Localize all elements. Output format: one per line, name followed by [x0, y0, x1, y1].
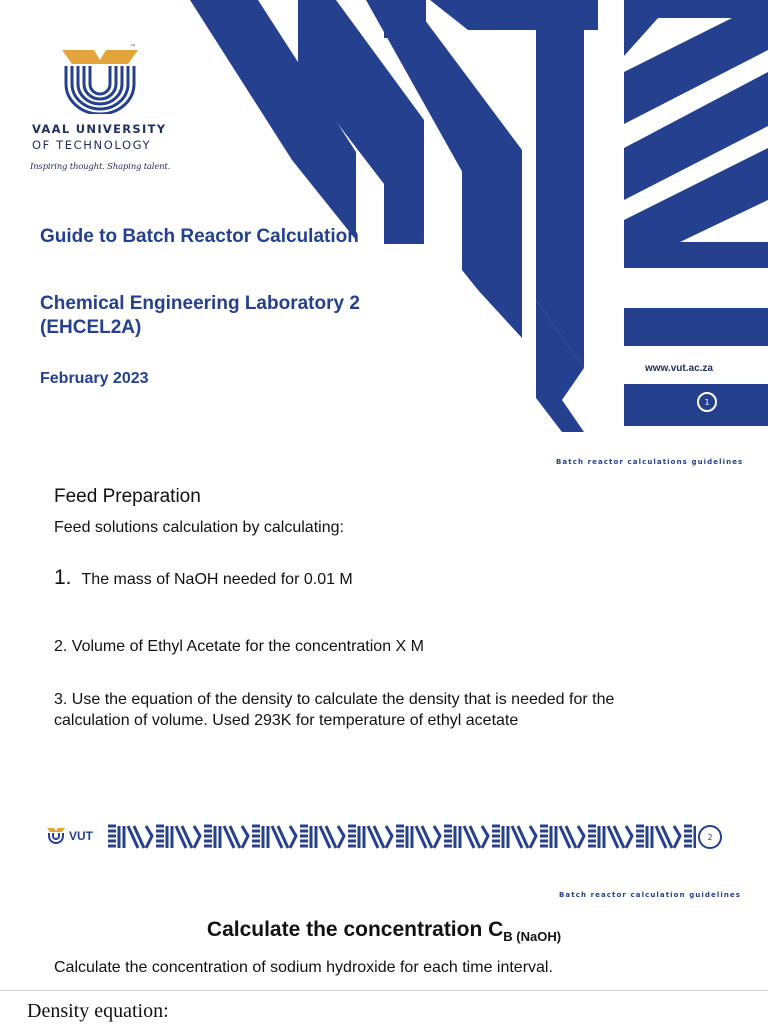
- list-item-2: 2. Volume of Ethyl Acetate for the concentration X M: [54, 638, 424, 655]
- slide-date: February 2023: [40, 370, 149, 387]
- concentration-title: [0, 918, 768, 944]
- page-number-badge: 1: [697, 392, 717, 412]
- slide2-header-note: Batch reactor calculations guidelines: [556, 458, 744, 466]
- course-code: (EHCEL2A): [40, 317, 142, 338]
- website-link[interactable]: www.vut.ac.za: [645, 363, 713, 374]
- university-tagline: Inspiring thought. Shaping talent.: [30, 162, 171, 172]
- slide3-header-note: Batch reactor calculation guidelines: [559, 891, 742, 899]
- density-equation-label: Density equation:: [27, 1000, 169, 1022]
- vut-footer-logo-text: VUT: [69, 829, 93, 843]
- course-name: Chemical Engineering Laboratory 2: [40, 293, 360, 314]
- stripe-right-bar: [624, 308, 768, 346]
- title-slide: [0, 0, 768, 440]
- list-item-1-text: The mass of NaOH needed for 0.01 M: [81, 571, 353, 588]
- list-item-3: 3. Use the equation of the density to calculate the density that is needed for the calculation of volume. Used 293K for temperature of ethyl acetate: [54, 691, 615, 729]
- university-name-line2: OF TECHNOLOGY: [32, 138, 152, 152]
- slide-title: Guide to Batch Reactor Calculation: [40, 226, 359, 247]
- footer-pattern: [106, 824, 696, 850]
- feed-preparation-heading: Feed Preparation: [54, 486, 201, 507]
- course-title: [40, 292, 360, 340]
- list-item-1: [54, 566, 353, 590]
- feed-intro-text: Feed solutions calculation by calculating:: [54, 519, 344, 536]
- university-name-line1: VAAL UNIVERSITY: [32, 122, 167, 136]
- trademark-mark: ™: [130, 44, 136, 51]
- page-number-badge-2: 2: [698, 825, 722, 849]
- vut-logo-icon: [58, 44, 142, 114]
- concentration-title-main: Calculate the concentration C: [206, 918, 504, 941]
- stripe-vertical-3: [462, 150, 478, 290]
- stripe-right-footer: [624, 384, 768, 426]
- list-item-1-number: 1.: [54, 566, 72, 589]
- vut-footer-logo-icon: [46, 827, 66, 845]
- concentration-title-subscript: B (NaOH): [503, 929, 562, 944]
- concentration-instruction: Calculate the concentration of sodium hydroxide for each time interval.: [54, 959, 553, 976]
